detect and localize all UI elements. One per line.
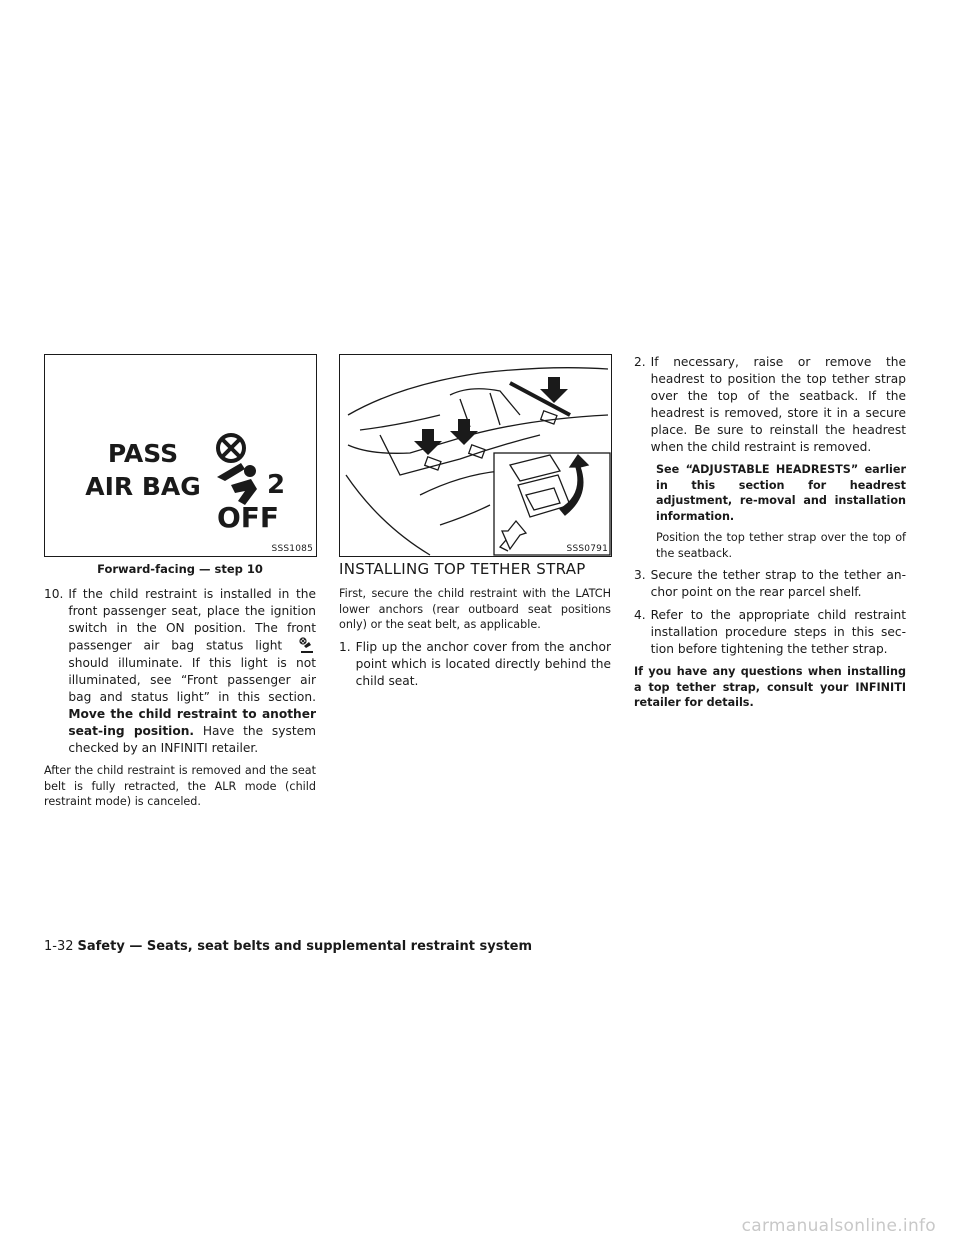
step-2 xyxy=(634,354,906,456)
figure-id: SSS1085 xyxy=(271,544,313,554)
step-1 xyxy=(339,639,611,690)
step-number: 1. xyxy=(339,639,351,654)
step-3 xyxy=(634,567,906,601)
column-middle xyxy=(339,561,611,696)
step-text: Flip up the anchor cover from the anchor point which is located directly behind the child seat. xyxy=(355,639,611,688)
inset-detail xyxy=(494,453,610,555)
figure-id: SSS0791 xyxy=(566,544,608,554)
tether-position-note: Position the top tether strap over the top of the seatback. xyxy=(656,531,906,560)
figure-air-bag-status xyxy=(44,354,317,557)
figure-tether-anchor xyxy=(339,354,612,557)
step-text: Refer to the appropriate child restraint installation procedure steps in this sec-tion before tightening the tether strap. xyxy=(650,608,906,656)
page-number: 1-32 xyxy=(44,939,74,954)
step-text-continued: should illuminate. If this light is not illuminated, see “Front passenger air bag and status light” in this section. xyxy=(68,656,316,704)
step-text: If necessary, raise or remove the headrest to position the top tether strap over the top of the seatback. If the headrest is removed, store it in a secure place. Be sure to reinstall the headrest when the child restraint is removed. xyxy=(650,355,906,454)
headrest-reference-note: See “ADJUSTABLE HEADRESTS” earlier in this section for headrest adjustment, re-moval and installation information. xyxy=(656,463,906,523)
footer-title: Safety — Seats, seat belts and supplemental restraint system xyxy=(77,939,533,954)
step-10 xyxy=(44,586,316,757)
step-warning: Move the child restraint to another seat-ing position. xyxy=(68,707,316,738)
tether-anchor-illustration xyxy=(340,355,611,556)
step-text: Secure the tether strap to the tether an-chor point on the rear parcel shelf. xyxy=(650,568,906,599)
crossed-circle-icon xyxy=(218,435,244,461)
step-number: 3. xyxy=(634,568,646,582)
step-number: 4. xyxy=(634,608,646,622)
step-number: 10. xyxy=(44,587,64,601)
closing-paragraph: If you have any questions when installing a top tether strap, consult your INFINITI retailer for details. xyxy=(634,665,906,709)
column-right xyxy=(634,354,906,717)
air-bag-status-light-icon xyxy=(298,637,316,655)
section-heading: INSTALLING TOP TETHER STRAP xyxy=(339,560,586,578)
step-number: 2. xyxy=(634,355,646,369)
step-text-end: Have the system checked by an INFINITI retailer. xyxy=(68,724,316,755)
site-watermark[interactable]: carmanualsonline.info xyxy=(741,1216,936,1236)
alr-mode-paragraph: After the child restraint is removed and the seat belt is fully retracted, the ALR mode (child restraint mode) is canceled. xyxy=(44,764,316,808)
passenger-seat-icon xyxy=(217,463,257,505)
column-left xyxy=(44,586,316,816)
off-label: OFF xyxy=(216,501,280,534)
air-bag-label: AIR BAG xyxy=(85,472,201,501)
figure-caption: Forward-facing — step 10 xyxy=(97,562,263,576)
page-footer xyxy=(44,939,532,954)
step-4 xyxy=(634,607,906,658)
step-text: If the child restraint is installed in the front passenger seat, place the ignition switch in the ON position. The front passenger air bag status light xyxy=(68,587,316,653)
pass-label: PASS xyxy=(107,439,179,468)
intro-paragraph: First, secure the child restraint with the LATCH lower anchors (rear outboard seat positions only) or the seat belt, as applicable. xyxy=(339,587,611,631)
air-bag-status-illustration xyxy=(45,355,316,556)
two-glyph: 2 xyxy=(267,470,286,500)
